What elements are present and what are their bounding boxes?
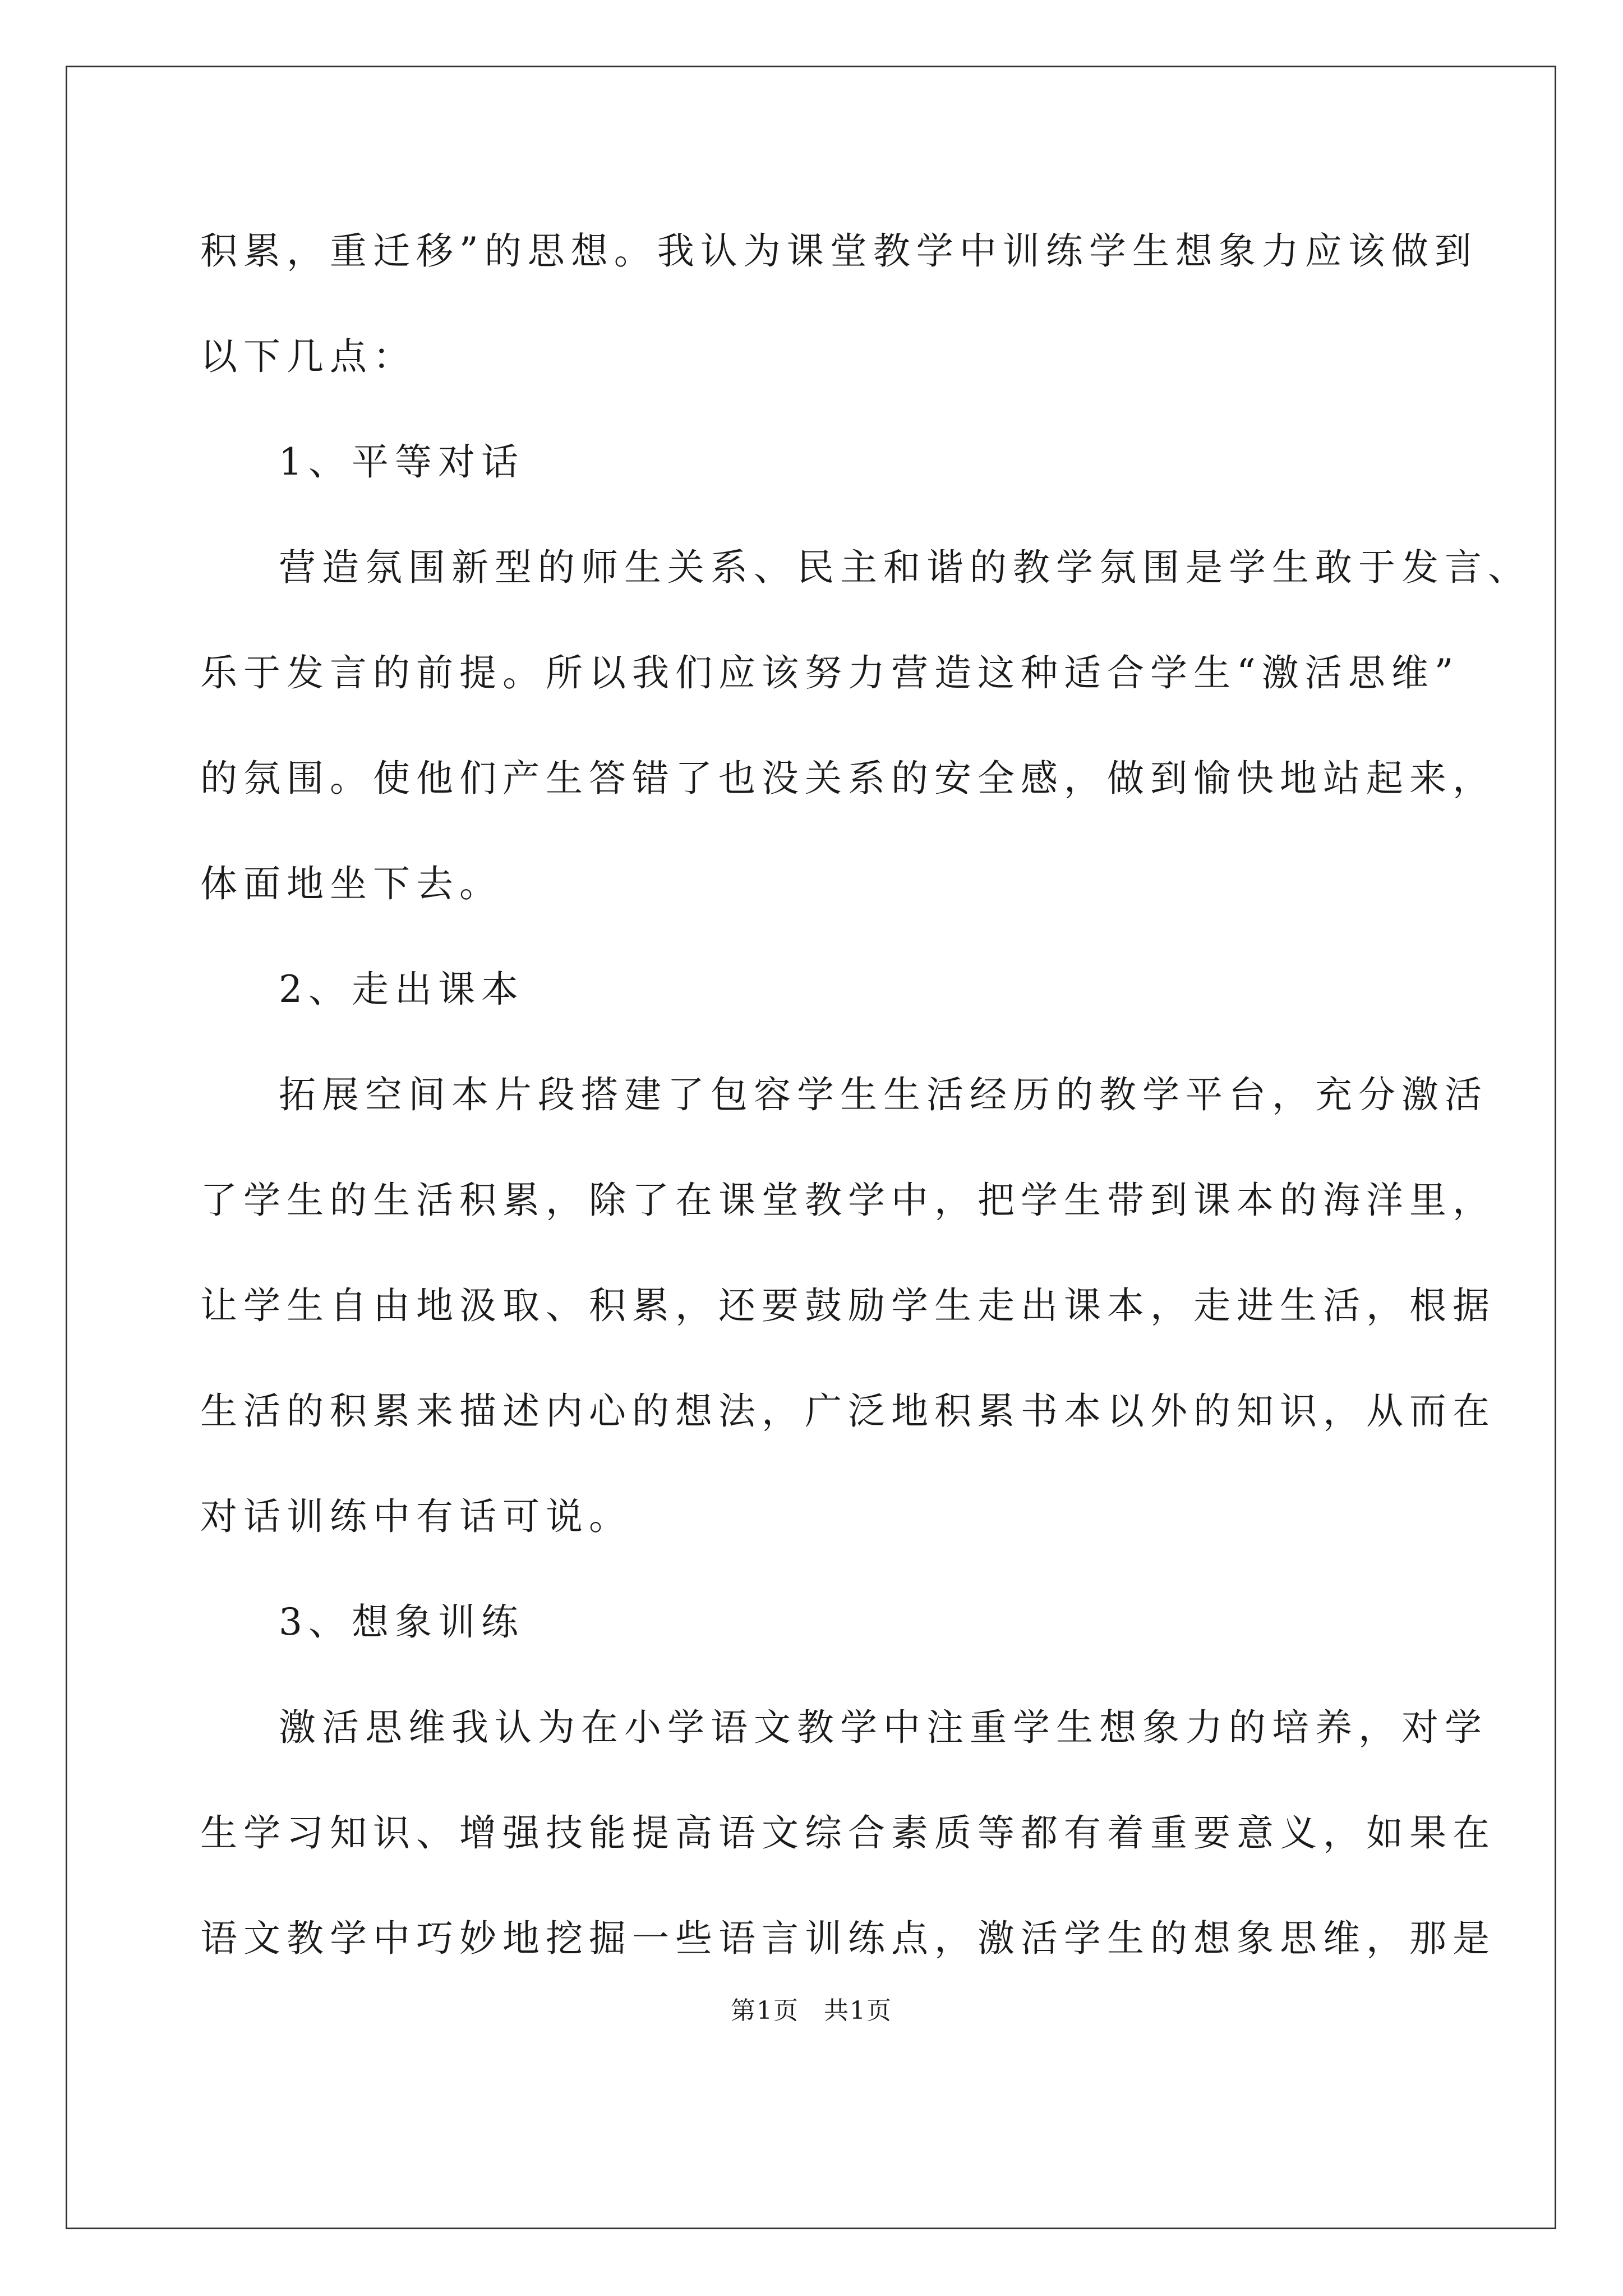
paragraph-first-line: 营造氛围新型的师生关系、民主和谐的教学氛围是学生敢于发言、 (279, 546, 1531, 589)
page-border (66, 66, 1556, 2229)
section-heading: 2、走出课本 (279, 968, 524, 1011)
section-heading: 3、想象训练 (279, 1600, 524, 1644)
text-line: 生活的积累来描述内心的想法，广泛地积累书本以外的知识，从而在 (200, 1389, 1496, 1433)
text-line: 积累，重迁移”的思想。我认为课堂教学中训练学生想象力应该做到 (200, 229, 1478, 273)
page-total: 共1页 (824, 1996, 892, 2025)
paragraph-first-line: 激活思维我认为在小学语文教学中注重学生想象力的培养，对学 (279, 1706, 1488, 1749)
text-line: 体面地坐下去。 (200, 862, 502, 905)
text-line: 生学习知识、增强技能提高语文综合素质等都有着重要意义，如果在 (200, 1811, 1496, 1855)
text-line: 以下几点： (200, 335, 416, 378)
text-line: 了学生的生活积累，除了在课堂教学中，把学生带到课本的海洋里， (200, 1179, 1496, 1222)
text-line: 乐于发言的前提。所以我们应该努力营造这种适合学生“激活思维” (200, 651, 1460, 694)
text-line: 语文教学中巧妙地挖掘一些语言训练点，激活学生的想象思维，那是 (200, 1917, 1496, 1960)
text-line: 让学生自由地汲取、积累，还要鼓励学生走出课本，走进生活，根据 (200, 1284, 1496, 1327)
section-heading: 1、平等对话 (279, 440, 524, 484)
page-footer (0, 1994, 1623, 2028)
text-line: 的氛围。使他们产生答错了也没关系的安全感，做到愉快地站起来， (200, 757, 1496, 800)
text-line: 对话训练中有话可说。 (200, 1495, 632, 1538)
paragraph-first-line: 拓展空间本片段搭建了包容学生生活经历的教学平台，充分激活 (279, 1073, 1488, 1116)
page-number: 第1页 (731, 1996, 799, 2025)
